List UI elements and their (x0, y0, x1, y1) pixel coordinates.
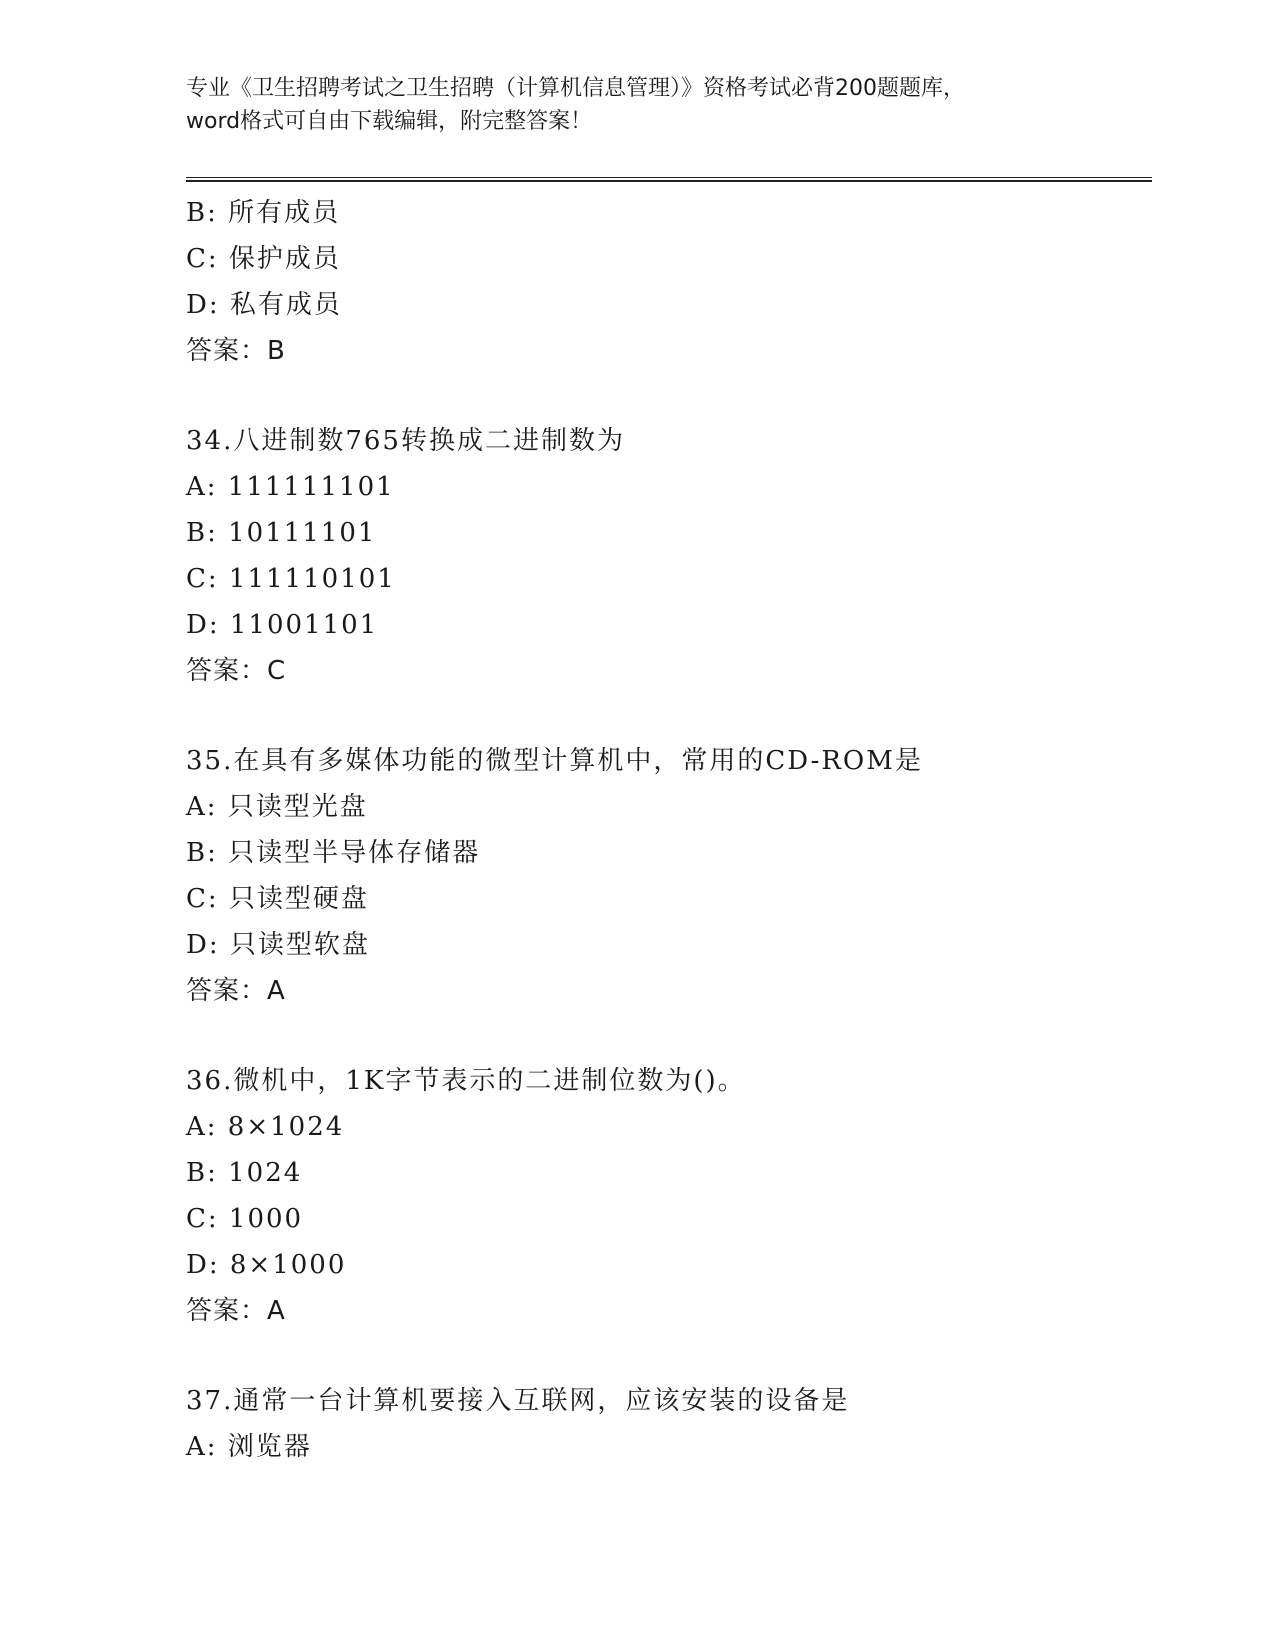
option-a: A: 111111101 (186, 472, 395, 502)
document-header (186, 72, 1086, 138)
option-d: D: 11001101 (186, 610, 379, 640)
option-a: A: 浏览器 (186, 1432, 312, 1462)
question-title: 34.八进制数765转换成二进制数为 (186, 426, 625, 456)
header-line-1: 专业《卫生招聘考试之卫生招聘（计算机信息管理）》资格考试必背200题题库， (186, 76, 965, 101)
answer-line: 答案：A (186, 1296, 286, 1326)
option-d: D: 8×1000 (186, 1250, 347, 1280)
question-block-35 (186, 738, 1152, 1014)
option-d: D: 只读型软盘 (186, 930, 370, 960)
option-a: A: 只读型光盘 (186, 792, 368, 822)
question-title: 36.微机中，1K字节表示的二进制位数为()。 (186, 1066, 746, 1096)
question-title: 37.通常一台计算机要接入互联网，应该安装的设备是 (186, 1386, 850, 1416)
answer-line: 答案：B (186, 336, 286, 366)
option-b: B: 10111101 (186, 518, 377, 548)
option-a: A: 8×1024 (186, 1112, 345, 1142)
question-title: 35.在具有多媒体功能的微型计算机中，常用的CD-ROM是 (186, 746, 923, 776)
answer-line: 答案：C (186, 656, 287, 686)
question-list (186, 190, 1152, 1470)
question-block-36 (186, 1058, 1152, 1334)
option-d: D: 私有成员 (186, 290, 342, 320)
option-c: C: 只读型硬盘 (186, 884, 369, 914)
question-block-34 (186, 418, 1152, 694)
question-block-33 (186, 190, 1152, 374)
option-b: B: 1024 (186, 1158, 303, 1188)
option-c: C: 111110101 (186, 564, 396, 594)
header-rule-thick (186, 180, 1152, 182)
option-b: B: 只读型半导体存储器 (186, 838, 481, 868)
header-rule-thin (186, 177, 1152, 178)
option-b: B: 所有成员 (186, 198, 341, 228)
answer-line: 答案：A (186, 976, 286, 1006)
option-c: C: 1000 (186, 1204, 304, 1234)
question-block-37 (186, 1378, 1152, 1470)
option-c: C: 保护成员 (186, 244, 341, 274)
header-line-2: word格式可自由下载编辑，附完整答案！ (186, 109, 593, 134)
